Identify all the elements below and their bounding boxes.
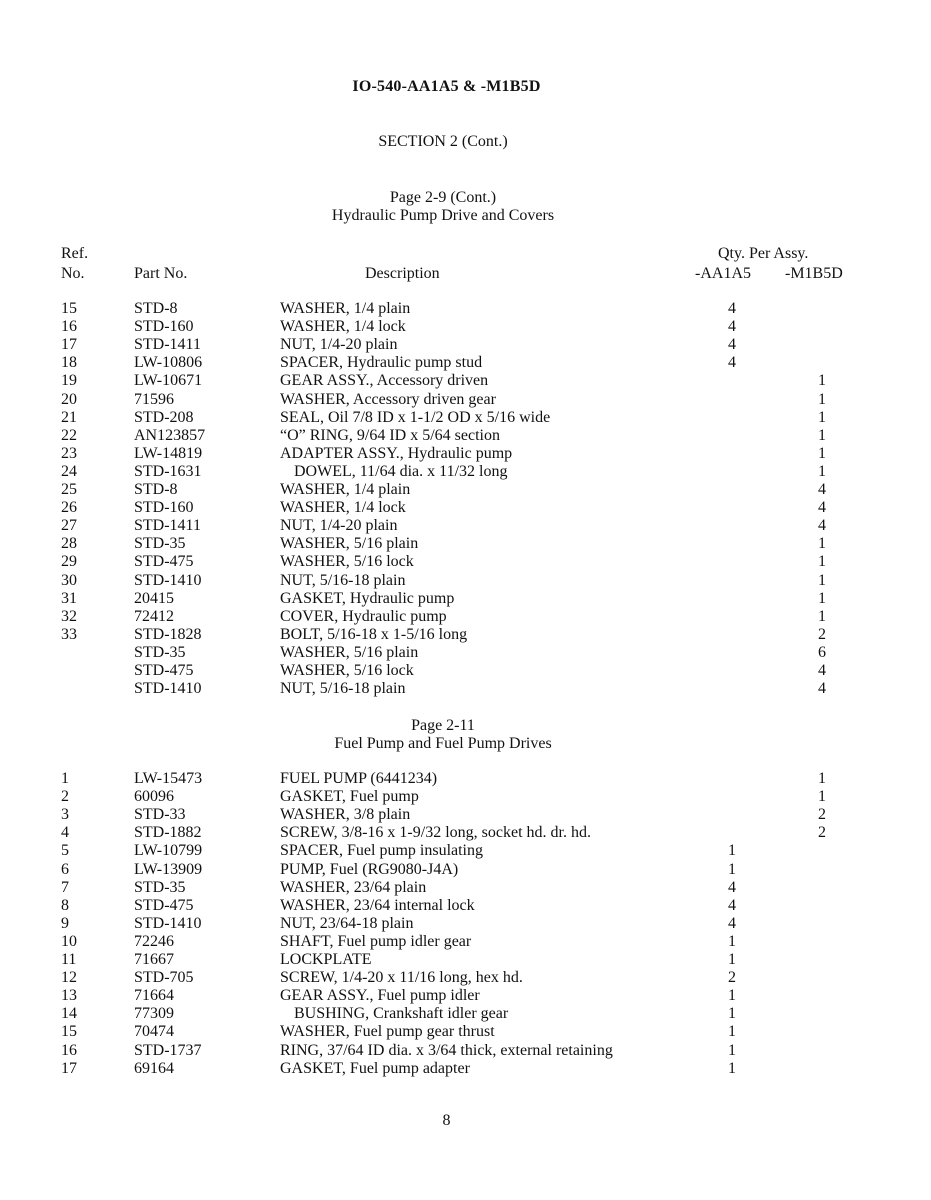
description: SPACER, Fuel pump insulating — [280, 842, 483, 860]
table-row — [0, 897, 931, 915]
qty-aa1a5: 4 — [728, 914, 736, 932]
table-row — [0, 336, 931, 354]
description: PUMP, Fuel (RG9080-J4A) — [280, 860, 459, 878]
part-number: LW-10671 — [134, 372, 203, 390]
ref-number: 26 — [61, 499, 77, 517]
qty-aa1a5: 1 — [728, 1023, 736, 1041]
qty-aa1a5: 4 — [728, 896, 736, 914]
table-row — [0, 1042, 931, 1060]
ref-number: 10 — [61, 932, 77, 950]
ref-number: 32 — [61, 607, 77, 625]
description: WASHER, 23/64 plain — [280, 878, 427, 896]
col-header-aa1a5: -AA1A5 — [695, 265, 751, 282]
table-row — [0, 590, 931, 608]
part-number: LW-10806 — [134, 354, 203, 372]
table-row — [0, 987, 931, 1005]
part-number: 71596 — [134, 390, 174, 408]
description: COVER, Hydraulic pump — [280, 607, 447, 625]
qty-aa1a5: 1 — [728, 951, 736, 968]
description: WASHER, Fuel pump gear thrust — [280, 1023, 495, 1041]
description: ADAPTER ASSY., Hydraulic pump — [280, 444, 513, 462]
qty-m1b5d: 1 — [818, 372, 826, 390]
ref-number: 19 — [61, 372, 77, 390]
ref-number: 33 — [61, 625, 77, 643]
description: SCREW, 3/8-16 x 1-9/32 long, socket hd. dr. hd. — [280, 824, 591, 842]
table-row — [0, 806, 931, 824]
table-row — [0, 391, 931, 409]
description: SCREW, 1/4-20 x 11/16 long, hex hd. — [280, 969, 523, 987]
description: NUT, 5/16-18 plain — [280, 680, 406, 698]
qty-aa1a5: 4 — [728, 318, 736, 336]
qty-m1b5d: 1 — [818, 535, 826, 553]
ref-number: 15 — [61, 300, 77, 317]
col-header-part-no: Part No. — [134, 265, 188, 282]
ref-number: 17 — [61, 336, 77, 354]
description: WASHER, 1/4 lock — [280, 499, 406, 517]
table-row — [0, 427, 931, 445]
description: NUT, 1/4-20 plain — [280, 517, 398, 535]
part-number: STD-1411 — [134, 517, 201, 535]
table-row — [0, 770, 931, 788]
table-row — [0, 969, 931, 987]
part-number: 71667 — [134, 951, 174, 968]
qty-m1b5d: 2 — [818, 625, 826, 643]
qty-aa1a5: 1 — [728, 987, 736, 1005]
description: WASHER, 5/16 lock — [280, 662, 414, 679]
part-number: STD-208 — [134, 408, 194, 426]
table-row — [0, 300, 931, 318]
part-number: 60096 — [134, 788, 174, 806]
qty-m1b5d: 2 — [818, 806, 826, 824]
qty-aa1a5: 4 — [728, 336, 736, 354]
description: NUT, 1/4-20 plain — [280, 336, 398, 354]
part-number: STD-8 — [134, 300, 178, 317]
table-row — [0, 879, 931, 897]
section-title: SECTION 2 (Cont.) — [378, 133, 508, 150]
qty-m1b5d: 1 — [818, 408, 826, 426]
description: WASHER, 1/4 lock — [280, 318, 406, 336]
qty-aa1a5: 1 — [728, 842, 736, 860]
ref-number: 20 — [61, 390, 77, 408]
part-number: STD-1737 — [134, 1041, 202, 1059]
table-row — [0, 608, 931, 626]
ref-number: 27 — [61, 517, 77, 535]
table-row — [0, 318, 931, 336]
table-row — [0, 915, 931, 933]
qty-aa1a5: 2 — [728, 969, 736, 987]
part-number: STD-1882 — [134, 824, 202, 842]
description: BUSHING, Crankshaft idler gear — [294, 1005, 509, 1023]
part-number: STD-475 — [134, 896, 194, 914]
description: LOCKPLATE — [280, 951, 372, 968]
table-row — [0, 535, 931, 553]
ref-number: 15 — [61, 1023, 77, 1041]
table-row — [0, 662, 931, 680]
part-number: LW-15473 — [134, 770, 203, 787]
description: NUT, 5/16-18 plain — [280, 571, 406, 589]
table-row — [0, 372, 931, 390]
block-page-label-1: Page 2-9 (Cont.) — [389, 189, 497, 206]
ref-number: 24 — [61, 462, 77, 480]
table-row — [0, 572, 931, 590]
table-row — [0, 481, 931, 499]
qty-aa1a5: 1 — [728, 1005, 736, 1023]
part-number: STD-8 — [134, 481, 178, 498]
qty-m1b5d: 4 — [818, 680, 826, 698]
qty-m1b5d: 1 — [818, 788, 826, 806]
qty-m1b5d: 2 — [818, 824, 826, 842]
description: BOLT, 5/16-18 x 1-5/16 long — [280, 625, 468, 643]
qty-aa1a5: 1 — [728, 860, 736, 878]
ref-number: 25 — [61, 481, 77, 498]
ref-number: 22 — [61, 426, 77, 444]
ref-number: 11 — [61, 951, 77, 968]
description: SHAFT, Fuel pump idler gear — [280, 932, 472, 950]
ref-number: 6 — [61, 860, 69, 878]
part-number: 71664 — [134, 987, 174, 1005]
part-number: 69164 — [134, 1059, 174, 1077]
ref-number: 7 — [61, 878, 69, 896]
col-header-description: Description — [365, 265, 440, 282]
qty-m1b5d: 1 — [818, 426, 826, 444]
part-number: STD-160 — [134, 499, 194, 517]
part-number: STD-35 — [134, 643, 186, 661]
qty-m1b5d: 1 — [818, 462, 826, 480]
qty-m1b5d: 1 — [818, 770, 826, 787]
part-number: STD-1410 — [134, 680, 202, 698]
table-row — [0, 445, 931, 463]
block-title-2: Fuel Pump and Fuel Pump Drives — [334, 735, 552, 752]
ref-number: 17 — [61, 1059, 77, 1077]
ref-number: 30 — [61, 571, 77, 589]
qty-m1b5d: 1 — [818, 607, 826, 625]
qty-m1b5d: 1 — [818, 589, 826, 607]
table-row — [0, 933, 931, 951]
part-number: 20415 — [134, 589, 174, 607]
ref-number: 29 — [61, 553, 77, 571]
description: WASHER, Accessory driven gear — [280, 390, 496, 408]
description: GEAR ASSY., Fuel pump idler — [280, 987, 480, 1005]
ref-number: 5 — [61, 842, 69, 860]
ref-number: 12 — [61, 969, 77, 987]
qty-m1b5d: 4 — [818, 662, 826, 679]
table-row — [0, 680, 931, 698]
col-header-qty: Qty. Per Assy. — [718, 245, 809, 262]
ref-number: 2 — [61, 788, 69, 806]
description: SEAL, Oil 7/8 ID x 1-1/2 OD x 5/16 wide — [280, 408, 551, 426]
qty-m1b5d: 1 — [818, 571, 826, 589]
table-row — [0, 626, 931, 644]
qty-m1b5d: 1 — [818, 390, 826, 408]
ref-number: 16 — [61, 318, 77, 336]
description: GASKET, Fuel pump — [280, 788, 419, 806]
table-row — [0, 354, 931, 372]
part-number: STD-475 — [134, 662, 194, 679]
table-row — [0, 1023, 931, 1041]
qty-aa1a5: 1 — [728, 1041, 736, 1059]
part-number: STD-33 — [134, 806, 186, 824]
qty-aa1a5: 1 — [728, 1059, 736, 1077]
part-number: 70474 — [134, 1023, 174, 1041]
table-row — [0, 463, 931, 481]
part-number: STD-160 — [134, 318, 194, 336]
ref-number: 14 — [61, 1005, 77, 1023]
qty-aa1a5: 1 — [728, 932, 736, 950]
description: WASHER, 5/16 plain — [280, 643, 419, 661]
table-row — [0, 861, 931, 879]
part-number: STD-1828 — [134, 625, 202, 643]
description: WASHER, 23/64 internal lock — [280, 896, 475, 914]
description: WASHER, 1/4 plain — [280, 300, 411, 317]
part-number: STD-35 — [134, 878, 186, 896]
part-number: 77309 — [134, 1005, 174, 1023]
description: RING, 37/64 ID dia. x 3/64 thick, external retaining — [280, 1041, 613, 1059]
description: GEAR ASSY., Accessory driven — [280, 372, 489, 390]
description: NUT, 23/64-18 plain — [280, 914, 414, 932]
table-row — [0, 1005, 931, 1023]
ref-number: 3 — [61, 806, 69, 824]
description: SPACER, Hydraulic pump stud — [280, 354, 483, 372]
qty-aa1a5: 4 — [728, 878, 736, 896]
col-header-m1b5d: -M1B5D — [785, 265, 843, 282]
qty-m1b5d: 1 — [818, 444, 826, 462]
qty-m1b5d: 4 — [818, 517, 826, 535]
qty-aa1a5: 4 — [728, 300, 736, 317]
description: GASKET, Fuel pump adapter — [280, 1059, 470, 1077]
part-number: STD-1410 — [134, 914, 202, 932]
part-number: AN123857 — [134, 426, 206, 444]
block-title-1: Hydraulic Pump Drive and Covers — [331, 207, 555, 224]
description: FUEL PUMP (6441234) — [280, 770, 438, 787]
description: WASHER, 3/8 plain — [280, 806, 411, 824]
table-row — [0, 409, 931, 427]
col-header-ref-line2: No. — [61, 265, 85, 282]
table-row — [0, 499, 931, 517]
description: WASHER, 1/4 plain — [280, 481, 411, 498]
col-header-ref-line1: Ref. — [61, 245, 89, 262]
table-row — [0, 842, 931, 860]
ref-number: 8 — [61, 896, 69, 914]
description: DOWEL, 11/64 dia. x 11/32 long — [294, 462, 508, 480]
qty-aa1a5: 4 — [728, 354, 736, 372]
ref-number: 9 — [61, 914, 69, 932]
ref-number: 28 — [61, 535, 77, 553]
table-row — [0, 788, 931, 806]
ref-number: 1 — [61, 770, 69, 787]
ref-number: 23 — [61, 444, 77, 462]
ref-number: 31 — [61, 589, 77, 607]
document-title: IO-540-AA1A5 & -M1B5D — [352, 78, 541, 95]
ref-number: 21 — [61, 408, 77, 426]
ref-number: 13 — [61, 987, 77, 1005]
description: GASKET, Hydraulic pump — [280, 589, 455, 607]
part-number: STD-35 — [134, 535, 186, 553]
qty-m1b5d: 1 — [818, 553, 826, 571]
part-number: STD-475 — [134, 553, 194, 571]
qty-m1b5d: 4 — [818, 481, 826, 498]
page-number: 8 — [442, 1112, 451, 1129]
part-number: STD-705 — [134, 969, 194, 987]
part-number: LW-14819 — [134, 444, 203, 462]
description: “O” RING, 9/64 ID x 5/64 section — [280, 426, 500, 444]
ref-number: 4 — [61, 824, 69, 842]
table-row — [0, 951, 931, 969]
qty-m1b5d: 4 — [818, 499, 826, 517]
part-number: LW-10799 — [134, 842, 203, 860]
description: WASHER, 5/16 plain — [280, 535, 419, 553]
description: WASHER, 5/16 lock — [280, 553, 414, 571]
part-number: 72412 — [134, 607, 174, 625]
ref-number: 16 — [61, 1041, 77, 1059]
part-number: STD-1631 — [134, 462, 202, 480]
part-number: 72246 — [134, 932, 174, 950]
table-row — [0, 824, 931, 842]
qty-m1b5d: 6 — [818, 643, 826, 661]
part-number: STD-1411 — [134, 336, 201, 354]
table-row — [0, 644, 931, 662]
table-row — [0, 517, 931, 535]
part-number: STD-1410 — [134, 571, 202, 589]
table-row — [0, 553, 931, 571]
ref-number: 18 — [61, 354, 77, 372]
table-row — [0, 1060, 931, 1078]
part-number: LW-13909 — [134, 860, 203, 878]
block-page-label-2: Page 2-11 — [411, 717, 475, 734]
